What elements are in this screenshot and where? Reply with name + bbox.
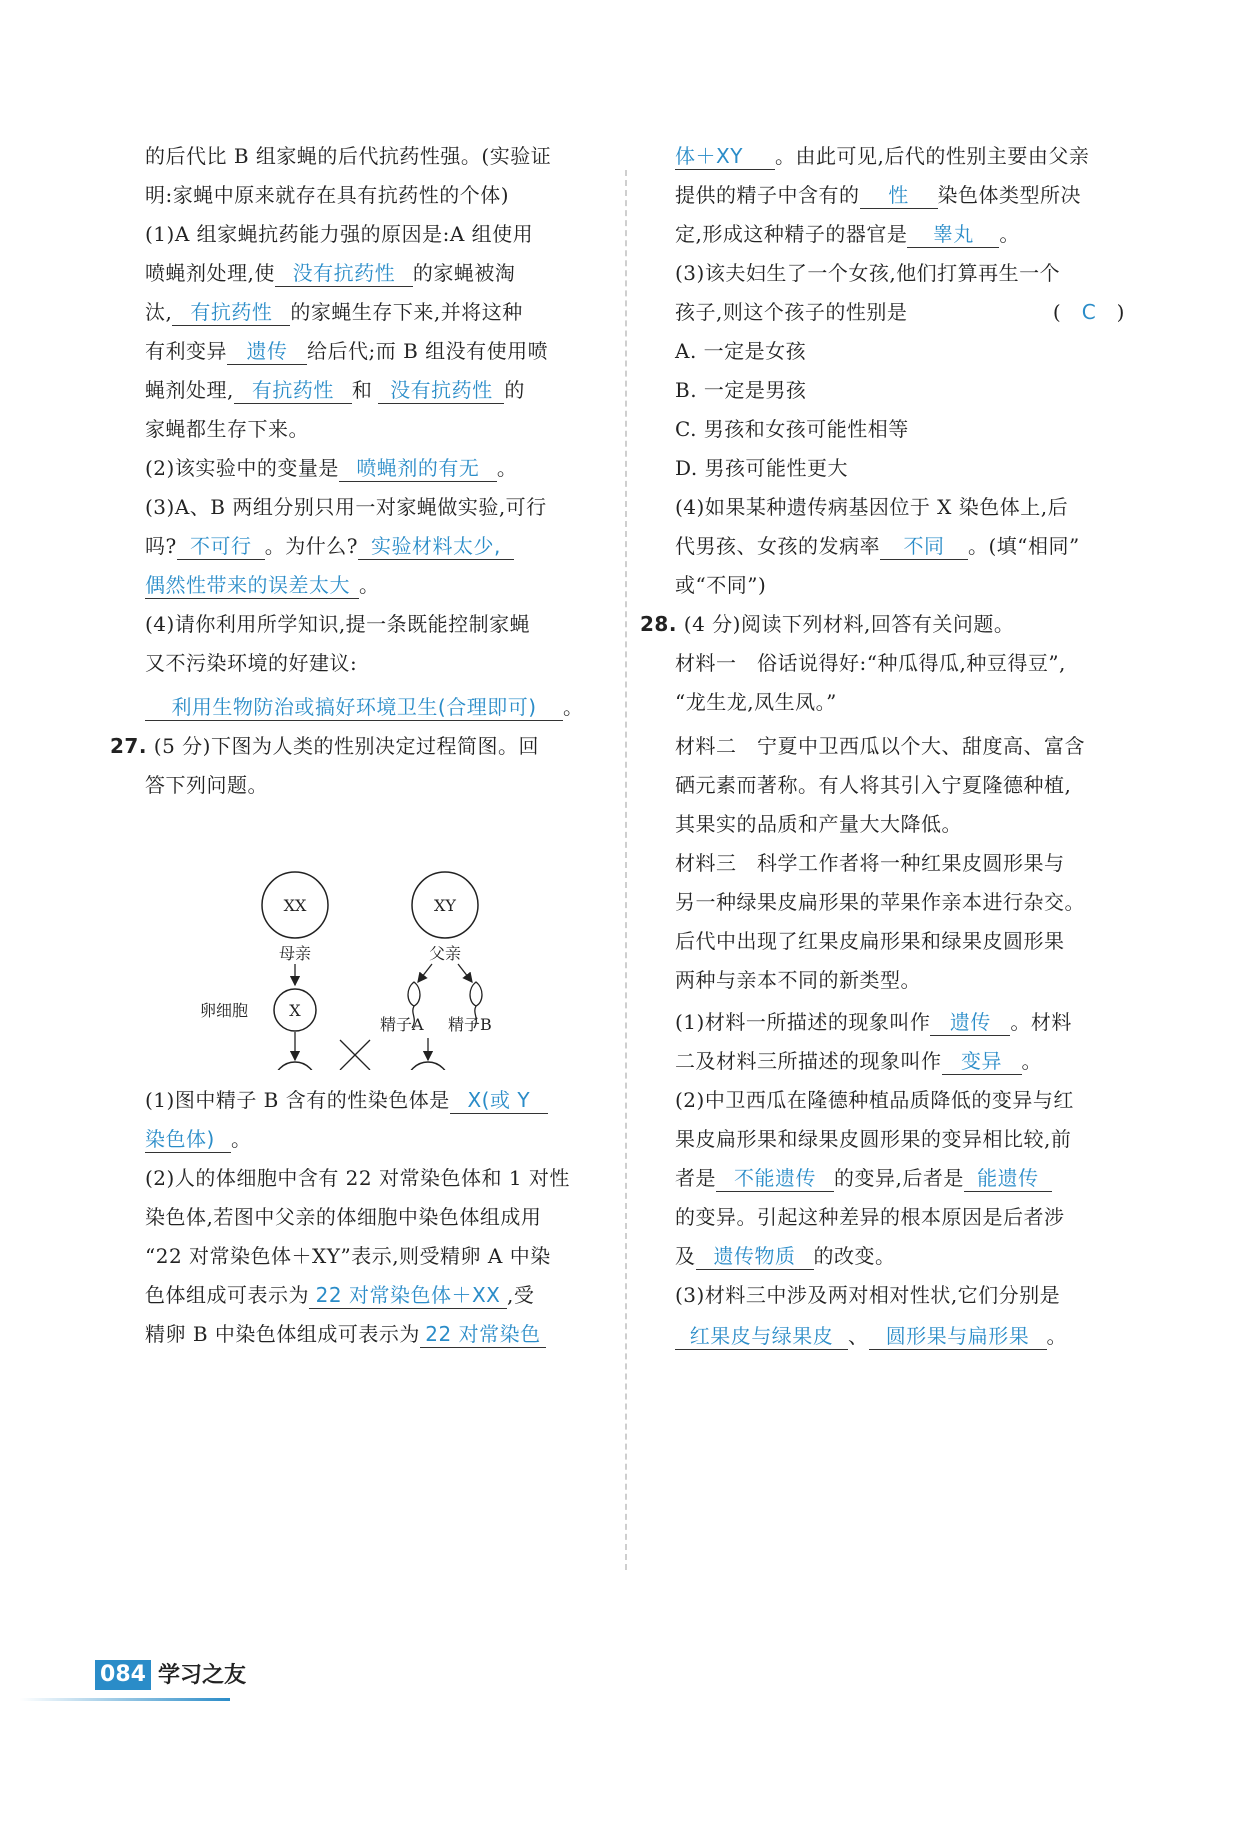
q27-2-line: 色体组成可表示为 22 对常染色体＋XX ,受 <box>145 1283 535 1307</box>
mother-label: 母亲 <box>278 944 312 963</box>
egg-chromosome: X <box>289 1001 301 1020</box>
q26-3-line: 偶然性带来的误差太大 。 <box>145 573 380 597</box>
material-2: 硒元素而著称。有人将其引入宁夏隆德种植, <box>675 773 1072 797</box>
answer-blank: 遗传 <box>227 338 307 365</box>
text-line: 明:家蝇中原来就存在具有抗药性的个体) <box>145 183 510 207</box>
footer-decoration <box>20 1698 230 1701</box>
sperm-a-label: 精子A <box>380 1015 424 1034</box>
choice-answer: ( C ) <box>1052 300 1125 324</box>
q27-3-line: 孩子,则这个孩子的性别是 ( C ) <box>675 300 1125 324</box>
father-label: 父亲 <box>428 944 462 963</box>
egg-label: 卵细胞 <box>200 1001 249 1020</box>
zygote-b <box>407 1062 449 1070</box>
material-2: 材料二 宁夏中卫西瓜以个大、甜度高、富含 <box>675 734 1085 758</box>
q27-2-line: “22 对常染色体＋XY”表示,则受精卵 A 中染 <box>145 1244 551 1268</box>
q27-2-line: 精卵 B 中染色体组成可表示为 22 对常染色 <box>145 1320 595 1348</box>
q27-4-line: 代男孩、女孩的发病率 不同 。(填“相同” <box>675 534 1080 558</box>
material-1: “龙生龙,凤生凤。” <box>675 690 837 714</box>
answer-blank: 染色体) <box>145 1126 231 1153</box>
q26-4-line: 利用生物防治或搞好环境卫生(合理即可) 。 <box>145 693 595 721</box>
answer-blank: 喷蝇剂的有无 <box>339 455 497 482</box>
answer-blank: 有抗药性 <box>234 377 352 404</box>
q28-line: 28. (4 分)阅读下列材料,回答有关问题。 <box>640 612 1015 636</box>
q27-2-line: 染色体,若图中父亲的体细胞中染色体组成用 <box>145 1205 542 1229</box>
answer-blank: 有抗药性 <box>172 299 290 326</box>
zygote-a <box>274 1062 316 1070</box>
material-2: 其果实的品质和产量大大降低。 <box>675 812 962 836</box>
answer-blank: 实验材料太少, <box>358 533 514 560</box>
material-3: 两种与亲本不同的新类型。 <box>675 968 921 992</box>
answer-blank: 体＋XY <box>675 143 775 170</box>
q27-4-line: 或“不同”) <box>675 573 767 597</box>
q28-3-line: (3)材料三中涉及两对相对性状,它们分别是 <box>675 1283 1061 1307</box>
q27-4-line: (4)如果某种遗传病基因位于 X 染色体上,后 <box>675 495 1069 519</box>
q28-3-line: 红果皮与绿果皮 、 圆形果与扁形果 。 <box>675 1322 1125 1350</box>
q26-4-line: (4)请你利用所学知识,提一条既能控制家蝇 <box>145 612 531 636</box>
answer-blank: 遗传 <box>930 1009 1010 1036</box>
q26-1-line: 汰, 有抗药性 的家蝇生存下来,并将这种 <box>145 300 523 324</box>
column-divider <box>625 170 627 1570</box>
q26-2-line: (2)该实验中的变量是 喷蝇剂的有无 。 <box>145 456 518 480</box>
q26-3-line: 吗? 不可行 。为什么? 实验材料太少, <box>145 532 595 560</box>
sperm-b-label: 精子B <box>448 1015 492 1034</box>
q27-3-line: (3)该夫妇生了一个女孩,他们打算再生一个 <box>675 261 1061 285</box>
q26-1-line: 蝇剂处理, 有抗药性 和 没有抗药性 的 <box>145 378 525 402</box>
material-3: 后代中出现了红果皮扁形果和绿果皮圆形果 <box>675 929 1065 953</box>
option-d: D. 男孩可能性更大 <box>675 456 849 480</box>
q26-1-line: 家蝇都生存下来。 <box>145 417 309 441</box>
material-1: 材料一 俗话说得好:“种瓜得瓜,种豆得豆”, <box>675 651 1066 675</box>
answer-blank: 22 对常染色 <box>420 1321 546 1348</box>
q27-2-line: (2)人的体细胞中含有 22 对常染色体和 1 对性 <box>145 1166 570 1190</box>
q26-1-line: 有利变异 遗传 给后代;而 B 组没有使用喷 <box>145 339 549 363</box>
answer-blank: 不可行 <box>177 533 265 560</box>
q28-2-line: 及 遗传物质 的改变。 <box>675 1244 896 1268</box>
option-b: B. 一定是男孩 <box>675 378 807 402</box>
answer-blank: X(或 Y <box>450 1087 548 1114</box>
answer-blank: 变异 <box>942 1048 1022 1075</box>
q27-1-line: (1)图中精子 B 含有的性染色体是 X(或 Y <box>145 1086 595 1114</box>
q28-2-line: 果皮扁形果和绿果皮圆形果的变异相比较,前 <box>675 1127 1072 1151</box>
answer-blank: 睾丸 <box>907 221 999 248</box>
father-chromosomes: XY <box>434 896 456 915</box>
answer-blank: 红果皮与绿果皮 <box>675 1323 848 1350</box>
answer-blank: 不能遗传 <box>716 1165 834 1192</box>
q26-1-line: (1)A 组家蝇抗药能力强的原因是:A 组使用 <box>145 222 534 246</box>
material-3: 材料三 科学工作者将一种红果皮圆形果与 <box>675 851 1065 875</box>
book-title: 学习之友 <box>158 1662 247 1688</box>
answer-blank: 偶然性带来的误差太大 <box>145 572 359 599</box>
answer-blank: 22 对常染色体＋XX <box>309 1282 507 1309</box>
q26-4-line: 又不污染环境的好建议: <box>145 651 358 675</box>
answer-blank: 遗传物质 <box>696 1243 814 1270</box>
answer-blank: 不同 <box>880 533 968 560</box>
answer-blank: 能遗传 <box>964 1165 1052 1192</box>
answer-blank: 圆形果与扁形果 <box>869 1323 1047 1350</box>
option-a: A. 一定是女孩 <box>675 339 807 363</box>
material-3: 另一种绿果皮扁形果的苹果作亲本进行杂交。 <box>675 890 1085 914</box>
q28-2-line: 的变异。引起这种差异的根本原因是后者涉 <box>675 1205 1065 1229</box>
q27-line: 27. (5 分)下图为人类的性别决定过程简图。回 <box>110 734 539 758</box>
q26-3-line: (3)A、B 两组分别只用一对家蝇做实验,可行 <box>145 495 547 519</box>
q28-1-line: 二及材料三所描述的现象叫作 变异 。 <box>675 1049 1042 1073</box>
sex-determination-diagram <box>200 810 540 1070</box>
q27-1-line: 染色体) 。 <box>145 1127 252 1151</box>
text-line: 的后代比 B 组家蝇的后代抗药性强。(实验证 <box>145 144 552 168</box>
page-number: 084 <box>95 1660 151 1690</box>
mother-chromosomes: XX <box>283 896 307 915</box>
answer-blank: 没有抗药性 <box>378 377 504 404</box>
answer-blank: 没有抗药性 <box>275 260 413 287</box>
text-line: 体＋XY 。由此可见,后代的性别主要由父亲 <box>675 144 1090 168</box>
answer-blank: 利用生物防治或搞好环境卫生(合理即可) <box>145 694 563 721</box>
q28-1-line: (1)材料一所描述的现象叫作 遗传 。材料 <box>675 1010 1072 1034</box>
q27-line: 答下列问题。 <box>145 773 268 797</box>
q26-1-line: 喷蝇剂处理,使 没有抗药性 的家蝇被淘 <box>145 261 516 285</box>
answer-blank: 性 <box>860 182 938 209</box>
option-c: C. 男孩和女孩可能性相等 <box>675 417 909 441</box>
q28-2-line: (2)中卫西瓜在隆德种植品质降低的变异与红 <box>675 1088 1074 1112</box>
text-line: 定,形成这种精子的器官是 睾丸 。 <box>675 222 1020 246</box>
q28-2-line: 者是 不能遗传 的变异,后者是 能遗传 <box>675 1164 1125 1192</box>
text-line: 提供的精子中含有的 性 染色体类型所决 <box>675 183 1081 207</box>
